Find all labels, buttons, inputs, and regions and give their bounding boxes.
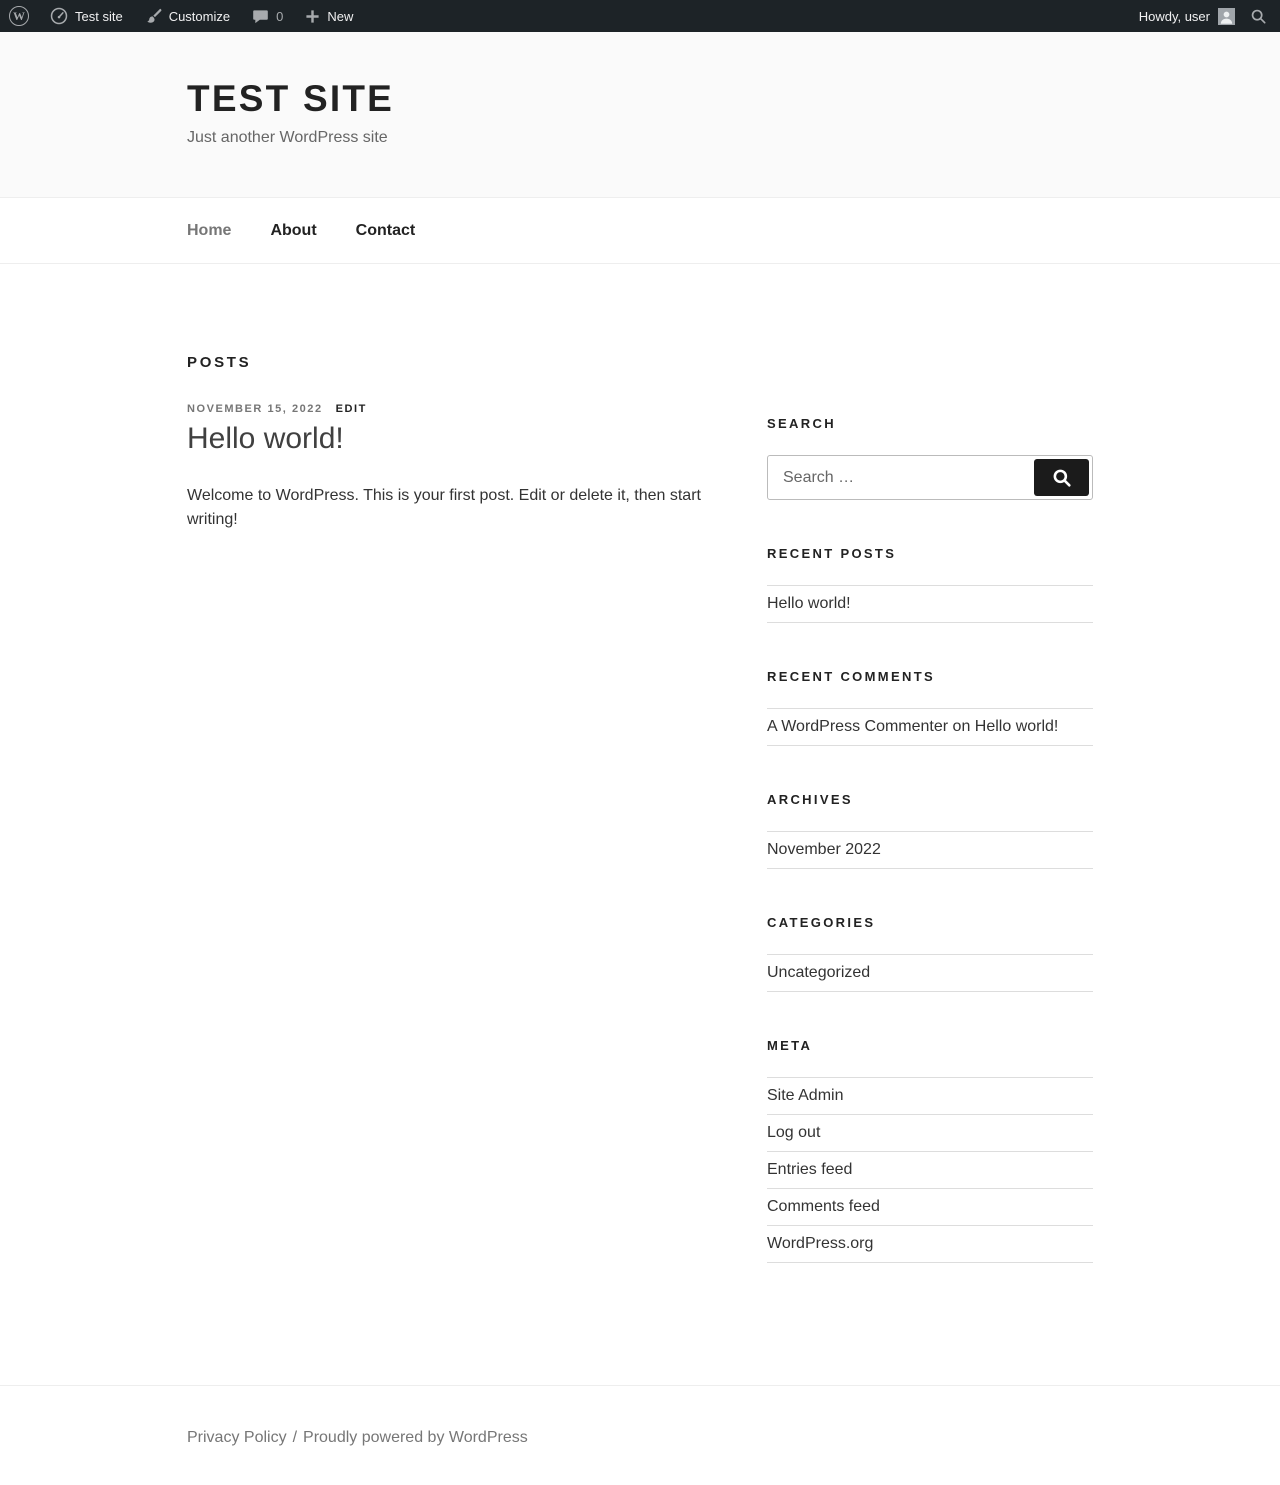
- entry-meta: [187, 403, 712, 415]
- list-item: [767, 1189, 1093, 1226]
- user-avatar: [1218, 8, 1235, 25]
- site-content: [0, 264, 1280, 1485]
- powered-by-link[interactable]: Proudly powered by WordPress: [303, 1429, 528, 1446]
- entry-title-link[interactable]: Hello world!: [187, 422, 344, 455]
- site-tagline: Just another WordPress site: [187, 129, 388, 146]
- footer-separator: /: [292, 1429, 298, 1446]
- dashboard-gauge-icon: [50, 7, 68, 25]
- admin-bar-comments-count: 0: [276, 8, 284, 24]
- search-icon: [1051, 467, 1073, 489]
- recent-post-link[interactable]: Hello world!: [767, 595, 851, 612]
- privacy-policy-link[interactable]: Privacy Policy: [187, 1429, 287, 1446]
- site-header: [0, 32, 1280, 197]
- nav-item-home[interactable]: Home: [187, 222, 232, 239]
- admin-bar-site-name[interactable]: [39, 0, 134, 32]
- site-title: [187, 78, 1093, 120]
- meta-comments-feed-link[interactable]: Comments feed: [767, 1198, 880, 1215]
- recent-comments-heading: RECENT COMMENTS: [767, 669, 935, 684]
- archive-link[interactable]: November 2022: [767, 841, 881, 858]
- meta-site-admin-link[interactable]: Site Admin: [767, 1087, 844, 1104]
- admin-bar-right-group: [1130, 0, 1280, 32]
- recent-posts-heading: RECENT POSTS: [767, 546, 897, 561]
- archives-widget: [767, 792, 1093, 869]
- meta-entries-feed-link[interactable]: Entries feed: [767, 1161, 853, 1178]
- site-title-link[interactable]: TEST SITE: [187, 78, 395, 119]
- categories-heading: CATEGORIES: [767, 915, 876, 930]
- recent-comments-widget: [767, 669, 1093, 746]
- categories-widget: [767, 915, 1093, 992]
- admin-bar-customize-label: Customize: [168, 8, 231, 24]
- admin-bar-site-name-label: Test site: [75, 8, 123, 24]
- admin-bar-left-group: [0, 0, 364, 32]
- primary-column: [187, 354, 712, 532]
- admin-bar-new-content[interactable]: [294, 0, 364, 32]
- edit-post-link[interactable]: EDIT: [335, 403, 367, 415]
- nav-item-contact[interactable]: Contact: [355, 222, 416, 239]
- list-item: [767, 586, 1093, 623]
- admin-bar-my-account[interactable]: [1130, 0, 1244, 32]
- list-item: [767, 1226, 1093, 1263]
- entry-date[interactable]: NOVEMBER 15, 2022: [187, 403, 323, 415]
- meta-widget: [767, 1038, 1093, 1263]
- page-heading-posts: POSTS: [187, 354, 252, 371]
- category-link[interactable]: Uncategorized: [767, 964, 871, 981]
- search-widget-heading: SEARCH: [767, 416, 836, 431]
- recent-posts-list: [767, 585, 1093, 623]
- post-article: [187, 403, 712, 532]
- search-input[interactable]: [771, 461, 1034, 495]
- list-item: [767, 1078, 1093, 1115]
- wp-admin-bar: [0, 0, 1280, 32]
- customize-brush-icon: [145, 8, 162, 25]
- meta-list: [767, 1077, 1093, 1263]
- comment-post-link[interactable]: Hello world!: [974, 718, 1059, 735]
- main-navigation: [0, 197, 1280, 264]
- nav-item-about[interactable]: About: [270, 222, 317, 239]
- search-widget: [767, 416, 1093, 500]
- admin-bar-search[interactable]: [1244, 0, 1280, 32]
- site-footer: [0, 1385, 1280, 1485]
- comment-connector: on: [948, 718, 975, 735]
- plus-icon: [305, 9, 320, 24]
- comments-bubble-icon: [252, 8, 269, 25]
- list-item: [767, 955, 1093, 992]
- admin-bar-comments[interactable]: [241, 0, 294, 32]
- meta-heading: META: [767, 1038, 813, 1053]
- sidebar: [767, 354, 1093, 1309]
- wordpress-logo-icon: W: [9, 6, 29, 26]
- admin-bar-new-label: New: [327, 8, 354, 24]
- comment-author-link[interactable]: A WordPress Commenter: [767, 718, 949, 735]
- recent-comments-list: [767, 708, 1093, 746]
- archives-list: [767, 831, 1093, 869]
- categories-list: [767, 954, 1093, 992]
- list-item: [767, 1152, 1093, 1189]
- admin-bar-customize[interactable]: [134, 0, 241, 32]
- list-item: [767, 709, 1093, 746]
- entry-body: Welcome to WordPress. This is your first post. Edit or delete it, then start writing!: [187, 487, 701, 528]
- list-item: [767, 1115, 1093, 1152]
- wp-logo-menu[interactable]: [0, 0, 39, 32]
- meta-wordpress-org-link[interactable]: WordPress.org: [767, 1235, 874, 1252]
- search-icon: [1250, 8, 1267, 25]
- recent-posts-widget: [767, 546, 1093, 623]
- entry-title: [187, 422, 712, 456]
- list-item: [767, 832, 1093, 869]
- archives-heading: ARCHIVES: [767, 792, 853, 807]
- search-form: [767, 455, 1093, 500]
- admin-bar-howdy-label: Howdy, user: [1138, 8, 1210, 24]
- search-submit-button[interactable]: [1034, 459, 1089, 496]
- meta-log-out-link[interactable]: Log out: [767, 1124, 821, 1141]
